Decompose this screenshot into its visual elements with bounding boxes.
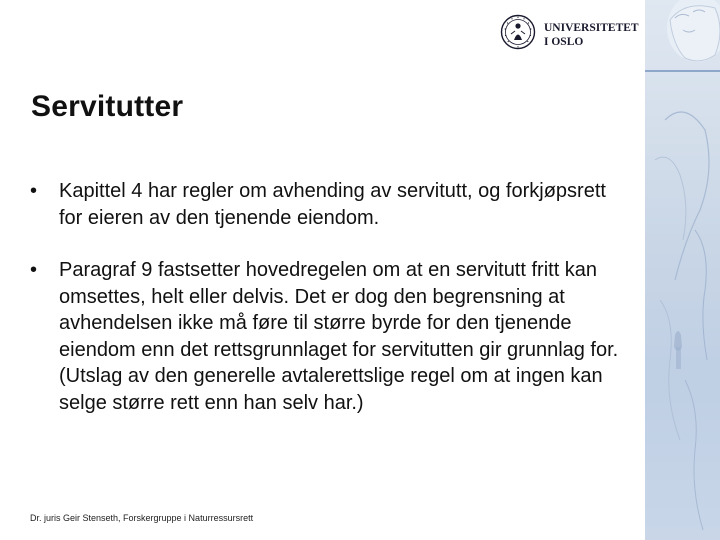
sculpture-image [645, 0, 720, 540]
strip-divider [645, 70, 720, 72]
slide-title: Servitutter [31, 90, 184, 123]
university-seal-icon [500, 14, 536, 50]
bullet-text: Kapittel 4 har regler om avhending av servitutt, og forkjøpsrett for eieren av den tjenende eiendom. [59, 180, 606, 229]
decorative-sculpture-strip [645, 0, 720, 540]
bullet-text: Paragraf 9 fastsetter hovedregelen om at en servitutt fritt kan omsettes, helt eller delvis. Det er dog den begrensning at avhendelsen ikke må føre til større byrde for den tjenende eiendom enn det rettsgrunnlaget for servitutten gir grunnlag for. (Utslag av den generelle avtalerettslige regel om at ingen kan selge større rett enn han selv har.) [59, 259, 619, 414]
bullet-list [30, 178, 630, 416]
university-name-line1: UNIVERSITETET [544, 22, 639, 34]
university-logo [500, 12, 640, 52]
university-wordmark [544, 16, 640, 52]
footer-author: Dr. juris Geir Stenseth, Forskergruppe i Naturressursrett [30, 513, 254, 523]
bullet-item [30, 257, 630, 416]
bullet-item [30, 178, 630, 231]
bullet-marker: • [30, 180, 38, 202]
university-name-line2: I OSLO [544, 36, 584, 48]
bullet-marker: • [30, 259, 38, 281]
